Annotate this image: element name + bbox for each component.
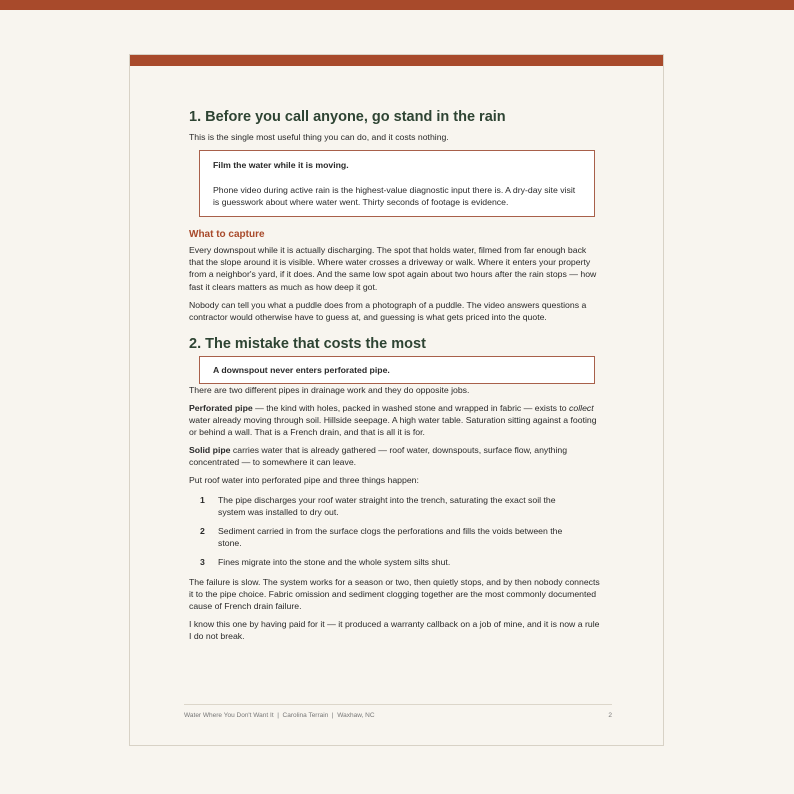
puddle-paragraph: Nobody can tell you what a puddle does from a photograph of a puddle. The video answers questions a contractor would otherwise have to guess at, and guessing is what gets priced into the quote. — [189, 299, 587, 322]
rule-paragraph: I know this one by having paid for it — it produced a warranty callback on a job of mine, and it is now a rule I do not break. — [189, 619, 600, 642]
two-pipes-paragraph: There are two different pipes in drainage work and they do opposite jobs. — [189, 384, 470, 395]
section-1-intro: This is the single most useful thing you can do, and it costs nothing. — [189, 132, 449, 142]
list-item: 3 Fines migrate into the stone and the whole system silts shut. — [200, 556, 451, 567]
failure-paragraph: The failure is slow. The system works for a season or two, then quietly stops, and by then nobody connects it to the pipe choice. Fabric omission and sediment clogging together are the most commonly documented cause of French drain failure. — [189, 576, 600, 612]
callout-title: Film the water while it is moving. — [213, 160, 349, 171]
document-page — [129, 54, 664, 746]
collect-emphasis: collect — [569, 402, 594, 413]
perforated-pipe-desc: — the kind with holes, packed in washed stone and wrapped in fabric — exists to — [252, 402, 570, 413]
page-number: 2 — [608, 712, 612, 719]
footer-text: Water Where You Don't Want It | Carolina Terrain | Waxhaw, NC — [184, 712, 375, 719]
three-things-paragraph: Put roof water into perforated pipe and three things happen: — [189, 475, 419, 486]
page-content — [189, 108, 603, 642]
what-to-capture-heading: What to capture — [189, 229, 265, 241]
solid-pipe-term: Solid pipe — [189, 445, 231, 456]
consequence-list — [189, 494, 603, 568]
page-footer — [184, 704, 612, 720]
capture-paragraph: Every downspout while it is actually discharging. The spot that holds water, filmed from far enough back that the slope around it is visible. Where water crosses a driveway or walk. Where it enters your property from a neighbor's yard, if it does. And the same low spot again about two hours after the rain stops — how fast it clears matters as much as how deep it got. — [189, 245, 597, 292]
solid-pipe-paragraph — [189, 444, 603, 468]
perforated-pipe-paragraph — [189, 402, 603, 438]
section-2-heading: 2. The mistake that costs the most — [189, 335, 426, 352]
solid-pipe-desc: carries water that is already gathered — roof water, downspouts, surface flow, anything concentrated — to somewhere it can leave. — [189, 445, 568, 468]
callout-title: A downspout never enters perforated pipe. — [213, 364, 390, 375]
section-1-heading: 1. Before you call anyone, go stand in the rain — [189, 109, 506, 125]
downspout-callout — [199, 356, 595, 384]
list-item: 1 The pipe discharges your roof water straight into the trench, saturating the exact soil the system was installed to dry out. — [200, 494, 556, 517]
perforated-pipe-term: Perforated pipe — [189, 402, 253, 413]
callout-body: Phone video during active rain is the highest-value diagnostic input there is. A dry-day site visit is guesswork about where water went. Thirty seconds of footage is evidence. — [213, 185, 576, 208]
perforated-pipe-desc-rest: water already moving through soil. Hillside seepage. A high water table. Saturation sitting against a footing or behind a wall. That is a French drain, and that is all it is for. — [189, 415, 597, 438]
list-item: 2 Sediment carried in from the surface clogs the perforations and fills the voids between the stone. — [200, 525, 563, 548]
top-accent-band — [0, 0, 794, 10]
film-water-callout — [199, 150, 595, 217]
page-header-band — [130, 55, 663, 66]
